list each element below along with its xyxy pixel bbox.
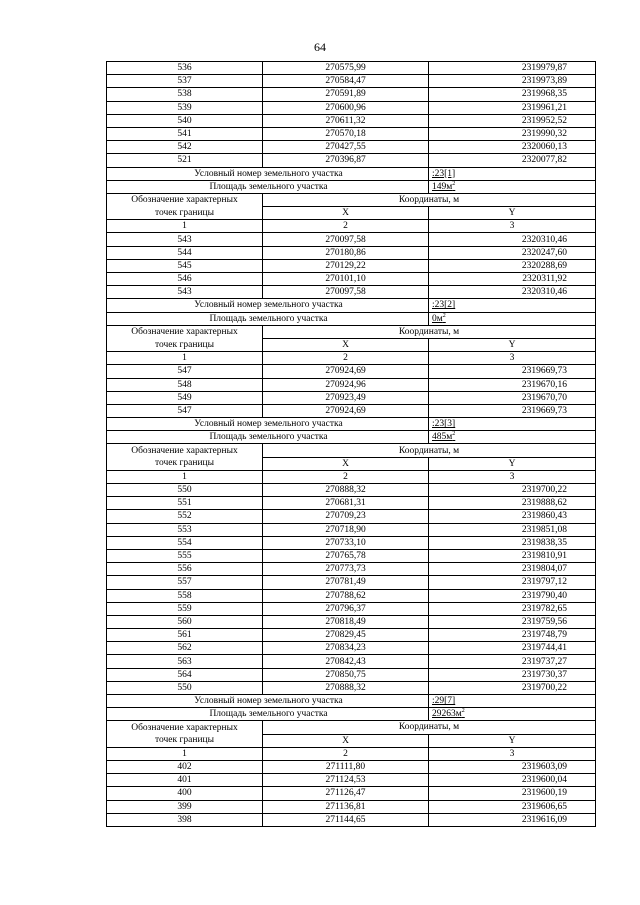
header-row-2 (107, 338, 596, 351)
point-id: 562 (107, 642, 263, 655)
x-coordinate: 270765,78 (263, 549, 429, 562)
y-coordinate: 2319669,73 (429, 404, 596, 417)
plot-number: :23[2] (432, 300, 456, 311)
table-row (107, 365, 596, 378)
y-header: Y (429, 457, 596, 470)
plot-number-label: Условный номер земельного участка (107, 695, 429, 708)
column-number-2: 2 (263, 352, 429, 365)
table-row (107, 655, 596, 668)
y-coordinate: 2319669,73 (429, 365, 596, 378)
y-header: Y (429, 207, 596, 220)
column-number-2: 2 (263, 747, 429, 760)
plot-area (432, 709, 465, 719)
y-coordinate: 2319860,43 (429, 510, 596, 523)
plot-number: :23[1] (432, 168, 456, 179)
y-coordinate: 2320247,60 (429, 246, 596, 259)
x-coordinate: 270773,73 (263, 563, 429, 576)
y-coordinate: 2319600,19 (429, 787, 596, 800)
plot-number-label: Условный номер земельного участка (107, 167, 429, 180)
point-id: 557 (107, 576, 263, 589)
square-superscript: 2 (452, 180, 456, 187)
x-coordinate: 270709,23 (263, 510, 429, 523)
table-row (107, 154, 596, 167)
point-id: 549 (107, 391, 263, 404)
table-row (107, 813, 596, 826)
table-row (107, 378, 596, 391)
table-row (107, 681, 596, 694)
points-header-line2: точек границы (107, 338, 263, 351)
table-row (107, 787, 596, 800)
plot-area-row (107, 312, 596, 325)
plot-number-value (429, 695, 596, 708)
y-coordinate: 2319730,37 (429, 668, 596, 681)
y-coordinate: 2320310,46 (429, 233, 596, 246)
points-header-line2: точек границы (107, 207, 263, 220)
coordinates-header: Координаты, м (263, 721, 596, 734)
x-coordinate: 270180,86 (263, 246, 429, 259)
point-id: 536 (107, 62, 263, 75)
points-header-line1: Обозначение характерных (107, 193, 263, 206)
point-id: 550 (107, 681, 263, 694)
column-number-1: 1 (107, 747, 263, 760)
y-coordinate: 2320310,46 (429, 286, 596, 299)
point-id: 545 (107, 259, 263, 272)
x-coordinate: 270924,69 (263, 365, 429, 378)
point-id: 553 (107, 523, 263, 536)
x-coordinate: 271144,65 (263, 813, 429, 826)
table-row (107, 589, 596, 602)
x-coordinate: 270781,49 (263, 576, 429, 589)
y-coordinate: 2319804,07 (429, 563, 596, 576)
point-id: 552 (107, 510, 263, 523)
plot-area (432, 182, 455, 192)
x-coordinate: 270796,37 (263, 602, 429, 615)
table-row (107, 576, 596, 589)
column-number-3: 3 (429, 220, 596, 233)
square-superscript: 2 (461, 708, 465, 715)
point-id: 547 (107, 404, 263, 417)
x-header: X (263, 457, 429, 470)
plot-area-label: Площадь земельного участка (107, 708, 429, 721)
column-number-3: 3 (429, 747, 596, 760)
table-row (107, 536, 596, 549)
x-coordinate: 270888,32 (263, 484, 429, 497)
header-row-1 (107, 193, 596, 206)
x-coordinate: 270591,89 (263, 88, 429, 101)
point-id: 561 (107, 629, 263, 642)
plot-number-row (107, 695, 596, 708)
x-coordinate: 270611,32 (263, 114, 429, 127)
y-coordinate: 2320060,13 (429, 141, 596, 154)
y-coordinate: 2319952,52 (429, 114, 596, 127)
y-coordinate: 2319748,79 (429, 629, 596, 642)
point-id: 560 (107, 615, 263, 628)
x-coordinate: 270396,87 (263, 154, 429, 167)
table-row (107, 549, 596, 562)
x-coordinate: 270818,49 (263, 615, 429, 628)
plot-area (432, 432, 455, 442)
header-row-2 (107, 457, 596, 470)
x-coordinate: 271124,53 (263, 774, 429, 787)
table-row (107, 602, 596, 615)
y-coordinate: 2319759,56 (429, 615, 596, 628)
x-coordinate: 270718,90 (263, 523, 429, 536)
point-id: 554 (107, 536, 263, 549)
point-id: 540 (107, 114, 263, 127)
page-number: 64 (314, 40, 326, 54)
table-row (107, 563, 596, 576)
y-coordinate: 2320288,69 (429, 259, 596, 272)
y-coordinate: 2319700,22 (429, 681, 596, 694)
point-id: 401 (107, 774, 263, 787)
x-coordinate: 270570,18 (263, 127, 429, 140)
point-id: 543 (107, 233, 263, 246)
y-coordinate: 2319670,70 (429, 391, 596, 404)
x-coordinate: 270888,32 (263, 681, 429, 694)
y-coordinate: 2319744,41 (429, 642, 596, 655)
column-number-1: 1 (107, 220, 263, 233)
table-row (107, 404, 596, 417)
y-coordinate: 2319616,09 (429, 813, 596, 826)
points-header-line2: точек границы (107, 734, 263, 747)
table-row (107, 246, 596, 259)
plot-area-value (429, 431, 596, 444)
point-id: 563 (107, 655, 263, 668)
column-number-row (107, 470, 596, 483)
column-number-1: 1 (107, 352, 263, 365)
coordinates-header: Координаты, м (263, 325, 596, 338)
point-id: 542 (107, 141, 263, 154)
x-header: X (263, 207, 429, 220)
y-coordinate: 2319973,89 (429, 75, 596, 88)
x-coordinate: 270829,45 (263, 629, 429, 642)
square-superscript: 2 (442, 312, 446, 319)
table-row (107, 259, 596, 272)
y-coordinate: 2319603,09 (429, 760, 596, 773)
square-superscript: 2 (452, 431, 456, 438)
plot-area-label: Площадь земельного участка (107, 180, 429, 193)
plot-number-label: Условный номер земельного участка (107, 418, 429, 431)
coordinates-table (106, 61, 596, 827)
header-row-1 (107, 325, 596, 338)
y-coordinate: 2319979,87 (429, 62, 596, 75)
table-row (107, 510, 596, 523)
column-number-2: 2 (263, 470, 429, 483)
x-coordinate: 270788,62 (263, 589, 429, 602)
x-coordinate: 270101,10 (263, 273, 429, 286)
x-coordinate: 270681,31 (263, 497, 429, 510)
y-coordinate: 2319737,27 (429, 655, 596, 668)
y-coordinate: 2319700,22 (429, 484, 596, 497)
table-row (107, 62, 596, 75)
coordinates-header: Координаты, м (263, 444, 596, 457)
plot-number: :29[7] (432, 696, 456, 707)
table-row (107, 523, 596, 536)
point-id: 402 (107, 760, 263, 773)
x-coordinate: 271136,81 (263, 800, 429, 813)
point-id: 546 (107, 273, 263, 286)
point-id: 558 (107, 589, 263, 602)
points-header-line1: Обозначение характерных (107, 325, 263, 338)
point-id: 556 (107, 563, 263, 576)
x-coordinate: 271126,47 (263, 787, 429, 800)
point-id: 550 (107, 484, 263, 497)
plot-number-row (107, 167, 596, 180)
plot-area-number: 149м (432, 181, 453, 192)
y-coordinate: 2320077,82 (429, 154, 596, 167)
x-coordinate: 270427,55 (263, 141, 429, 154)
y-coordinate: 2319797,12 (429, 576, 596, 589)
plot-number-value (429, 167, 596, 180)
column-number-row (107, 352, 596, 365)
y-coordinate: 2319961,21 (429, 101, 596, 114)
plot-number: :23[3] (432, 419, 456, 430)
plot-number-row (107, 299, 596, 312)
point-id: 399 (107, 800, 263, 813)
column-number-3: 3 (429, 352, 596, 365)
table-row (107, 127, 596, 140)
y-coordinate: 2319990,32 (429, 127, 596, 140)
table-row (107, 391, 596, 404)
x-coordinate: 271111,80 (263, 760, 429, 773)
table-row (107, 800, 596, 813)
header-row-2 (107, 207, 596, 220)
point-id: 537 (107, 75, 263, 88)
y-header: Y (429, 338, 596, 351)
y-coordinate: 2320311,92 (429, 273, 596, 286)
points-header-line2: точек границы (107, 457, 263, 470)
x-header: X (263, 734, 429, 747)
point-id: 538 (107, 88, 263, 101)
y-coordinate: 2319888,62 (429, 497, 596, 510)
plot-area-value (429, 708, 596, 721)
plot-number-label: Условный номер земельного участка (107, 299, 429, 312)
point-id: 555 (107, 549, 263, 562)
table-row (107, 101, 596, 114)
x-coordinate: 270923,49 (263, 391, 429, 404)
point-id: 398 (107, 813, 263, 826)
plot-area-row (107, 180, 596, 193)
table-row (107, 88, 596, 101)
point-id: 539 (107, 101, 263, 114)
x-coordinate: 270584,47 (263, 75, 429, 88)
point-id: 547 (107, 365, 263, 378)
x-coordinate: 270097,58 (263, 286, 429, 299)
plot-area-number: 29263м (432, 709, 462, 720)
x-coordinate: 270600,96 (263, 101, 429, 114)
plot-area-value (429, 180, 596, 193)
points-header-line1: Обозначение характерных (107, 721, 263, 734)
x-coordinate: 270575,99 (263, 62, 429, 75)
header-row-1 (107, 721, 596, 734)
plot-number-value (429, 299, 596, 312)
point-id: 559 (107, 602, 263, 615)
header-row-1 (107, 444, 596, 457)
x-coordinate: 270097,58 (263, 233, 429, 246)
point-id: 564 (107, 668, 263, 681)
table-row (107, 114, 596, 127)
column-number-2: 2 (263, 220, 429, 233)
header-row-2 (107, 734, 596, 747)
column-number-row (107, 220, 596, 233)
x-coordinate: 270834,23 (263, 642, 429, 655)
x-coordinate: 270129,22 (263, 259, 429, 272)
plot-area-row (107, 431, 596, 444)
table-row (107, 668, 596, 681)
plot-area-label: Площадь земельного участка (107, 431, 429, 444)
plot-area-value (429, 312, 596, 325)
y-coordinate: 2319600,04 (429, 774, 596, 787)
table-row (107, 629, 596, 642)
y-coordinate: 2319606,65 (429, 800, 596, 813)
table-row (107, 75, 596, 88)
column-number-1: 1 (107, 470, 263, 483)
plot-number-value (429, 418, 596, 431)
y-coordinate: 2319670,16 (429, 378, 596, 391)
table-row (107, 615, 596, 628)
table-row (107, 141, 596, 154)
coordinates-header: Координаты, м (263, 193, 596, 206)
table-row (107, 774, 596, 787)
point-id: 543 (107, 286, 263, 299)
plot-number-row (107, 418, 596, 431)
plot-area-number: 485м (432, 432, 453, 443)
table-row (107, 760, 596, 773)
y-coordinate: 2319838,35 (429, 536, 596, 549)
table-row (107, 484, 596, 497)
plot-area-label: Площадь земельного участка (107, 312, 429, 325)
x-coordinate: 270733,10 (263, 536, 429, 549)
x-header: X (263, 338, 429, 351)
column-number-3: 3 (429, 470, 596, 483)
plot-area-row (107, 708, 596, 721)
x-coordinate: 270842,43 (263, 655, 429, 668)
table-row (107, 273, 596, 286)
table-row (107, 497, 596, 510)
x-coordinate: 270924,69 (263, 404, 429, 417)
point-id: 521 (107, 154, 263, 167)
point-id: 551 (107, 497, 263, 510)
y-coordinate: 2319790,40 (429, 589, 596, 602)
x-coordinate: 270850,75 (263, 668, 429, 681)
table-row (107, 642, 596, 655)
table-row (107, 286, 596, 299)
point-id: 541 (107, 127, 263, 140)
plot-area (432, 314, 446, 324)
y-coordinate: 2319810,91 (429, 549, 596, 562)
points-header-line1: Обозначение характерных (107, 444, 263, 457)
plot-area-number: 0м (432, 313, 443, 324)
point-id: 544 (107, 246, 263, 259)
x-coordinate: 270924,96 (263, 378, 429, 391)
column-number-row (107, 747, 596, 760)
point-id: 400 (107, 787, 263, 800)
y-coordinate: 2319782,65 (429, 602, 596, 615)
table-row (107, 233, 596, 246)
y-coordinate: 2319851,08 (429, 523, 596, 536)
y-coordinate: 2319968,35 (429, 88, 596, 101)
y-header: Y (429, 734, 596, 747)
point-id: 548 (107, 378, 263, 391)
